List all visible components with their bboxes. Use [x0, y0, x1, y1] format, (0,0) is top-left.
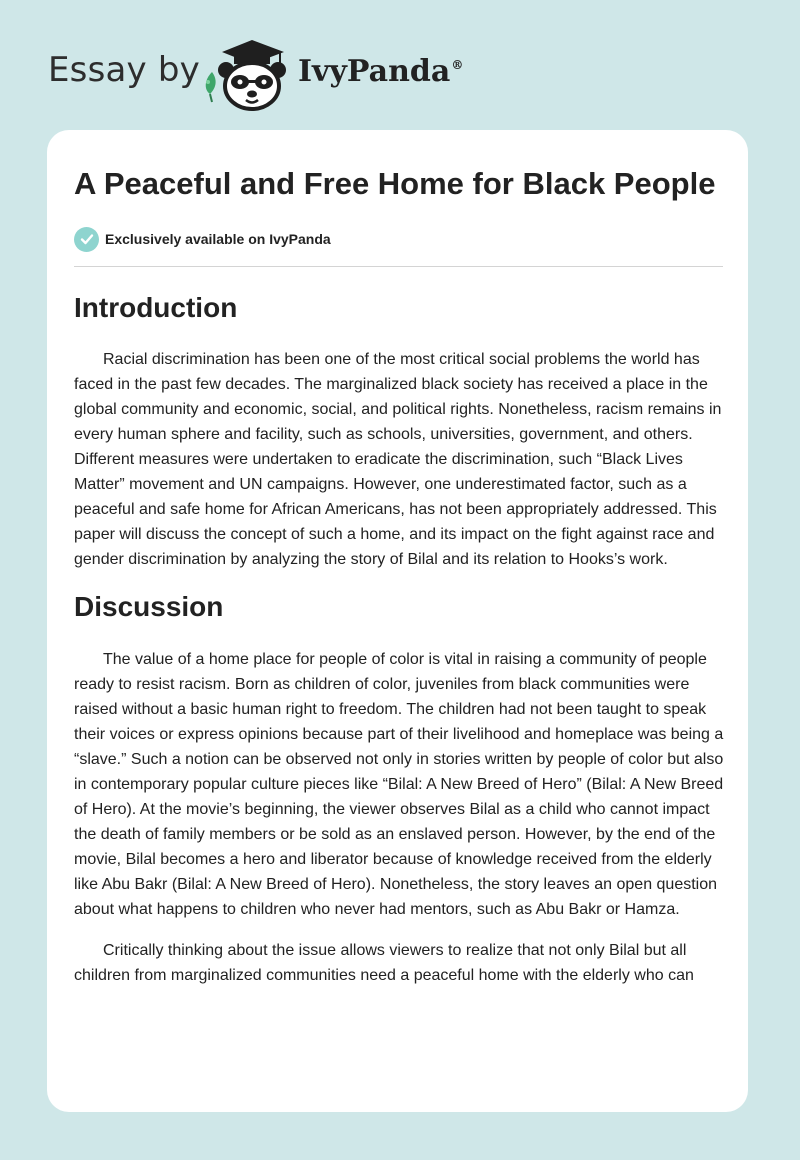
discussion-paragraph: Critically thinking about the issue allows viewers to realize that not only Bilal but all children from marginalized communities need a peaceful home with the elderly who can — [74, 942, 694, 984]
exclusive-badge — [74, 225, 724, 253]
essay-by-label: Essay by — [48, 50, 200, 90]
section-heading-discussion: Discussion — [74, 591, 224, 622]
section-heading-introduction: Introduction — [74, 292, 238, 323]
checkmark-icon — [74, 227, 99, 252]
discussion-paragraph: The value of a home place for people of color is vital in raising a community of people ready to resist racism. Born as children of color, juveniles from black communities were raised without a basic human right to freedom. The children had not been taught to speak their voices or express opinions because part of their livelihood and homeplace was being a “slave.” Such a notion can be observed not only in stories written by people of color but also in contemporary popular culture pieces like “Bilal: A New Breed of Hero” (Bilal: A New Breed of Hero). At the movie’s beginning, the viewer observes Bilal as a child who cannot impact the death of family members or be sold as an enslaved person. However, by the end of the movie, Bilal becomes a hero and liberator because of knowledge received from the elderly like Abu Bakr (Bilal: A New Breed of Hero). Nonetheless, the story leaves an open question about what happens to children who never had mentors, such as Abu Bakr or Hamza. — [74, 651, 724, 918]
brand-name[interactable] — [298, 54, 463, 89]
essay-title: A Peaceful and Free Home for Black People — [74, 166, 716, 201]
title-divider — [74, 266, 723, 267]
essay-card — [47, 130, 748, 1112]
introduction-paragraph: Racial discrimination has been one of the most critical social problems the world has faced in the past few decades. The marginalized black society has received a place in the global community and economic, social, and political rights. Nonetheless, racism remains in every human sphere and facility, such as schools, universities, government, and others. Different measures were undertaken to eradicate the discrimination, such “Black Lives Matter” movement and UN campaigns. However, one underestimated factor, such as a peaceful and safe home for African Americans, has not been appropriately addressed. This paper will discuss the concept of such a home, and its impact on the fight against race and gender discrimination by analyzing the story of Bilal and its relation to Hooks’s work. — [74, 351, 722, 568]
panda-graduate-icon[interactable] — [200, 36, 294, 112]
registered-mark: ® — [451, 58, 464, 72]
brand-text: IvyPanda — [298, 54, 451, 89]
site-header — [0, 0, 800, 120]
exclusive-badge-label: Exclusively available on IvyPanda — [105, 231, 331, 247]
essay-content — [74, 163, 724, 988]
